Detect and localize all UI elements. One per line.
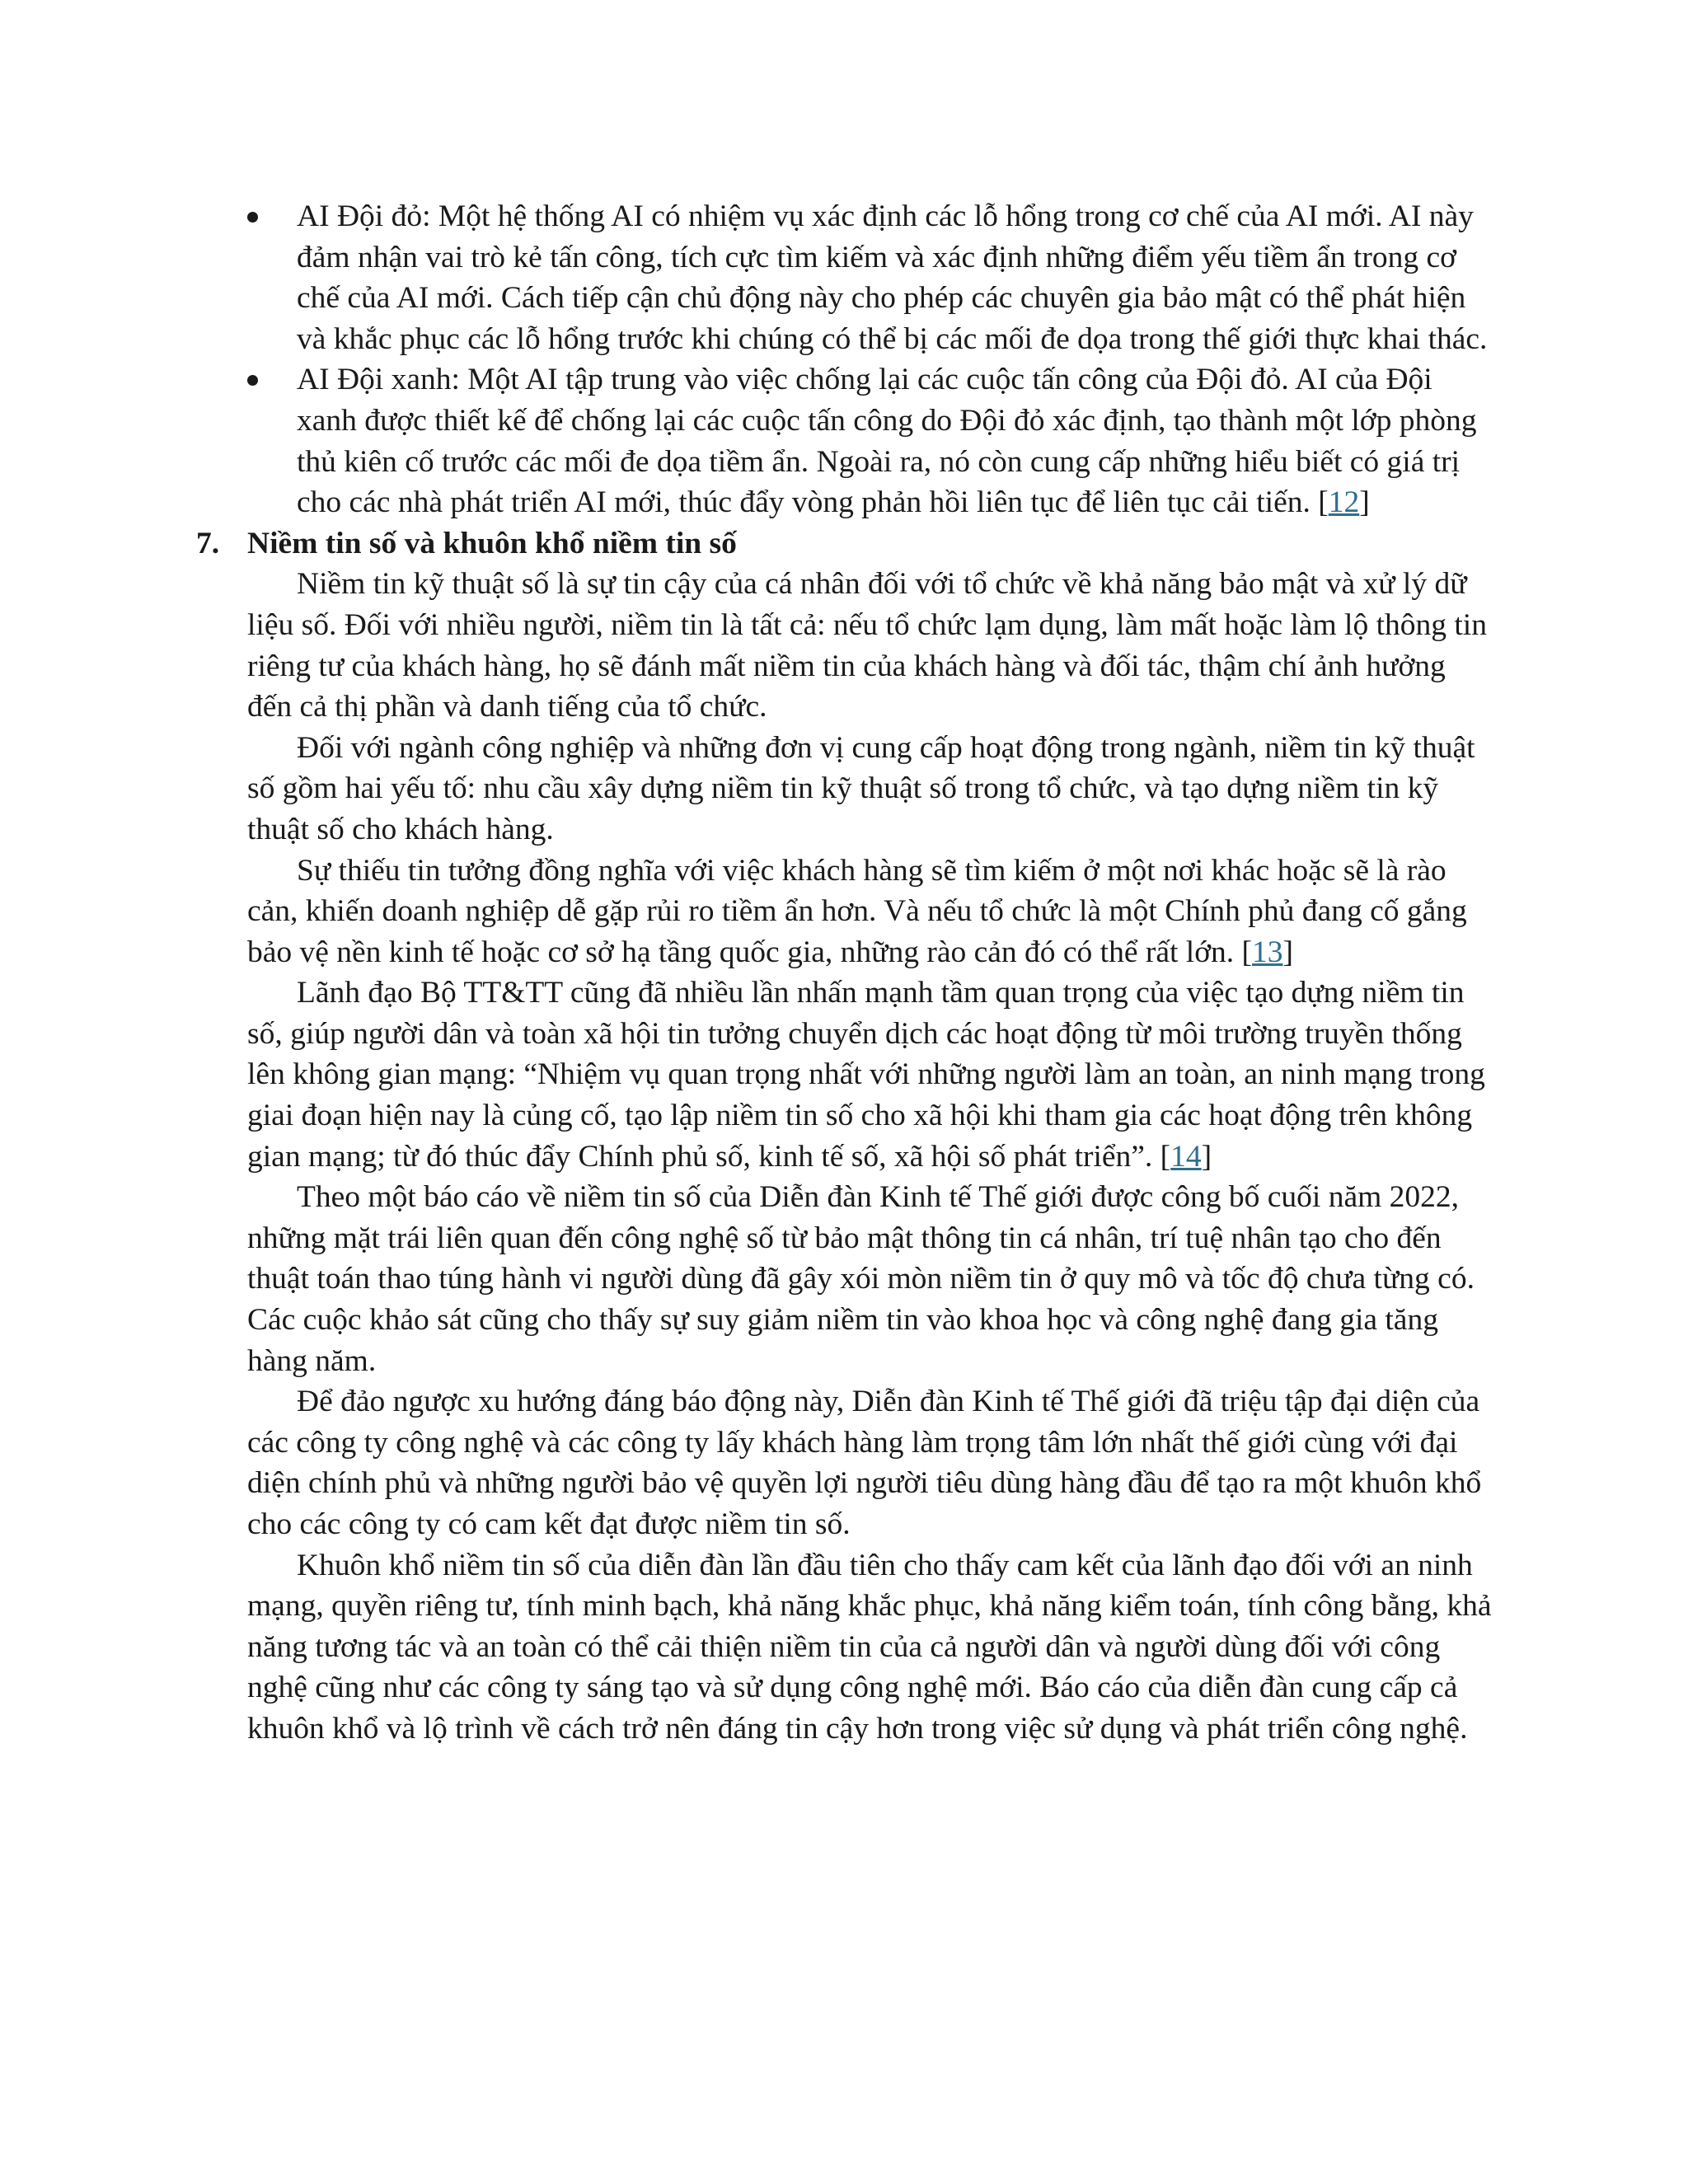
paragraph: [247, 728, 1492, 851]
section-number: 7.: [196, 526, 220, 560]
paragraph: [247, 972, 1492, 1177]
paragraph: [247, 851, 1492, 973]
page-content: [196, 196, 1492, 1750]
paragraph-text: Lãnh đạo Bộ TT&TT cũng đã nhiều lần nhấn mạnh tầm quan trọng của việc tạo dựng niềm tin số, giúp người dân và toàn xã hội tin tưởng chuyển dịch các hoạt động từ môi trường truyền thống lên không gian mạng: “Nhiệm vụ quan trọng nhất với những người làm an toàn, an ninh mạng trong giai đoạn hiện nay là củng cố, tạo lập niềm tin số cho xã hội khi tham gia các hoạt động trên không gian mạng; từ đó thúc đẩy Chính phủ số, kinh tế số, xã hội số phát triển”. [: [247, 976, 1485, 1174]
paragraph: [247, 564, 1492, 727]
paragraph: [247, 1381, 1492, 1544]
bullet-icon: [247, 212, 258, 223]
section-title: Niềm tin số và khuôn khổ niềm tin số: [247, 526, 737, 560]
paragraph-text: Niềm tin kỹ thuật số là sự tin cậy của cá nhân đối với tổ chức về khả năng bảo mật và xử lý dữ liệu số. Đối với nhiều người, niềm tin là tất cả: nếu tổ chức lạm dụng, làm mất hoặc làm lộ thông tin riêng tư của khách hàng, họ sẽ đánh mất niềm tin của khách hàng và đối tác, thậm chí ảnh hưởng đến cả thị phần và danh tiếng của tổ chức.: [247, 567, 1487, 724]
bullet-item-red-team-ai: [297, 196, 1492, 359]
paragraph: [247, 1177, 1492, 1381]
section-body: [196, 564, 1492, 1749]
bullet-item-blue-team-ai: [297, 359, 1492, 523]
section-heading: [196, 523, 1492, 565]
paragraph: [247, 1545, 1492, 1750]
bullet-text: AI Đội xanh: Một AI tập trung vào việc chống lại các cuộc tấn công của Đội đỏ. AI của Đội xanh được thiết kế để chống lại các cuộc tấn công do Đội đỏ xác định, tạo thành một lớp phòng thủ kiên cố trước các mối đe dọa tiềm ẩn. Ngoài ra, nó còn cung cấp những hiểu biết có giá trị cho các nhà phát triển AI mới, thúc đẩy vòng phản hồi liên tục để liên tục cải tiến. [: [297, 363, 1477, 520]
reference-link-13[interactable]: 13: [1252, 935, 1283, 969]
paragraph-text: Sự thiếu tin tưởng đồng nghĩa với việc khách hàng sẽ tìm kiếm ở một nơi khác hoặc sẽ là rào cản, khiến doanh nghiệp dễ gặp rủi ro tiềm ẩn hơn. Và nếu tổ chức là một Chính phủ đang cố gắng bảo vệ nền kinh tế hoặc cơ sở hạ tầng quốc gia, những rào cản đó có thể rất lớn. [: [247, 853, 1467, 969]
bracket-close: ]: [1282, 935, 1294, 969]
bracket-close: ]: [1201, 1139, 1212, 1174]
reference-link-14[interactable]: 14: [1170, 1139, 1202, 1174]
paragraph-text: Theo một báo cáo về niềm tin số của Diễn đàn Kinh tế Thế giới được công bố cuối năm 2022, những mặt trái liên quan đến công nghệ số từ bảo mật thông tin cá nhân, trí tuệ nhân tạo cho đến thuật toán thao túng hành vi người dùng đã gây xói mòn niềm tin ở quy mô và tốc độ chưa từng có. Các cuộc khảo sát cũng cho thấy sự suy giảm niềm tin vào khoa học và công nghệ đang gia tăng hàng năm.: [247, 1180, 1475, 1378]
paragraph-text: Đối với ngành công nghiệp và những đơn vị cung cấp hoạt động trong ngành, niềm tin kỹ thuật số gồm hai yếu tố: nhu cầu xây dựng niềm tin kỹ thuật số trong tổ chức, và tạo dựng niềm tin kỹ thuật số cho khách hàng.: [247, 730, 1475, 846]
bullet-text: AI Đội đỏ: Một hệ thống AI có nhiệm vụ xác định các lỗ hổng trong cơ chế của AI mới. AI này đảm nhận vai trò kẻ tấn công, tích cực tìm kiếm và xác định những điểm yếu tiềm ẩn trong cơ chế của AI mới. Cách tiếp cận chủ động này cho phép các chuyên gia bảo mật có thể phát hiện và khắc phục các lỗ hổng trước khi chúng có thể bị các mối đe dọa trong thế giới thực khai thác.: [297, 199, 1488, 356]
bullet-icon: [247, 375, 258, 386]
bullet-list: [196, 196, 1492, 523]
bracket-close: ]: [1359, 485, 1370, 520]
paragraph-text: Để đảo ngược xu hướng đáng báo động này, Diễn đàn Kinh tế Thế giới đã triệu tập đại diện của các công ty công nghệ và các công ty lấy khách hàng làm trọng tâm lớn nhất thế giới cùng với đại diện chính phủ và những người bảo vệ quyền lợi người tiêu dùng hàng đầu để tạo ra một khuôn khổ cho các công ty có cam kết đạt được niềm tin số.: [247, 1385, 1482, 1541]
paragraph-text: Khuôn khổ niềm tin số của diễn đàn lần đầu tiên cho thấy cam kết của lãnh đạo đối với an ninh mạng, quyền riêng tư, tính minh bạch, khả năng khắc phục, khả năng kiểm toán, tính công bằng, khả năng tương tác và an toàn có thể cải thiện niềm tin của cả người dân và người dùng đối với công nghệ cũng như các công ty sáng tạo và sử dụng công nghệ mới. Báo cáo của diễn đàn cung cấp cả khuôn khổ và lộ trình về cách trở nên đáng tin cậy hơn trong việc sử dụng và phát triển công nghệ.: [247, 1548, 1492, 1746]
reference-link-12[interactable]: 12: [1328, 485, 1360, 520]
